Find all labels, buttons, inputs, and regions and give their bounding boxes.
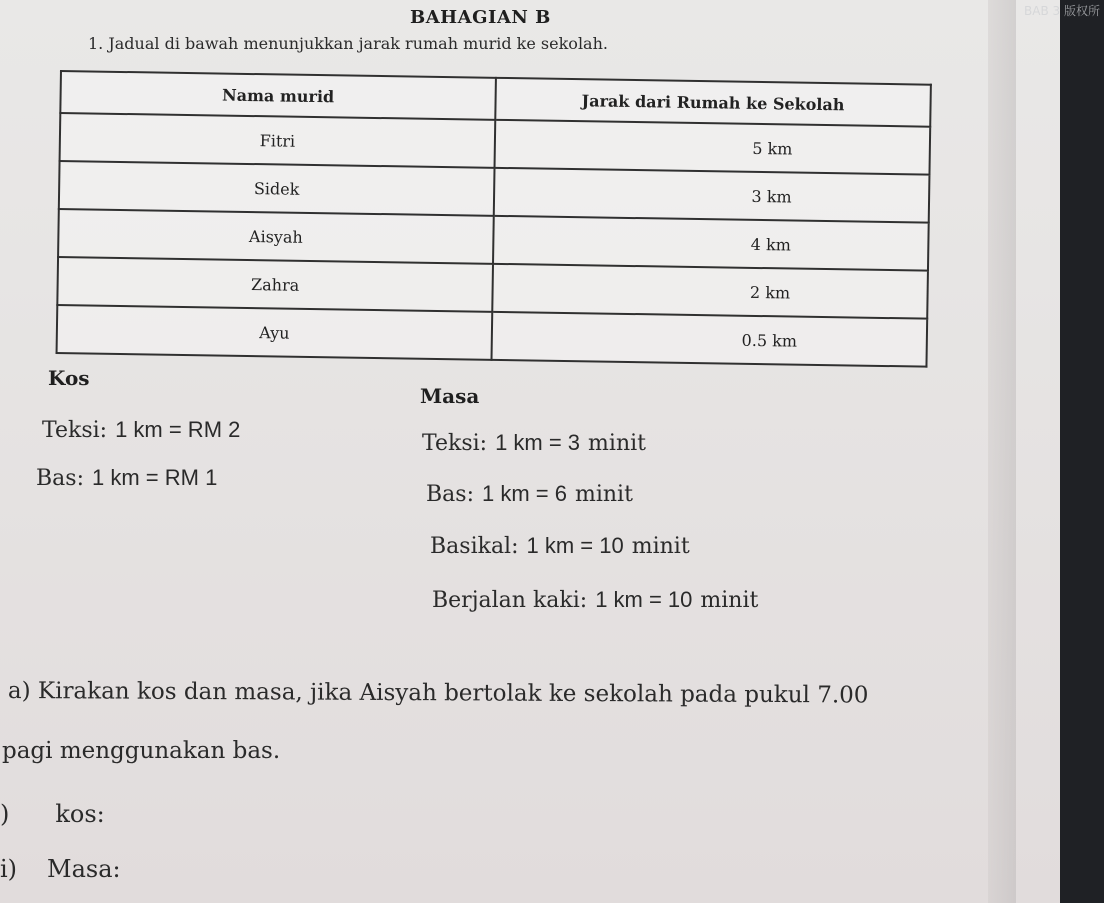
distance-table [56, 70, 932, 368]
sub-question-cost [0, 800, 105, 828]
time-rate-bus-mode: Bas: [426, 482, 474, 507]
time-rate-bicycle [430, 533, 690, 559]
time-rate-bicycle-value: 1 km = 10 [526, 533, 624, 558]
distance-table-wrapper [60, 70, 932, 354]
sub-question-time-marker: i) [0, 855, 18, 883]
sub-question-cost-label: kos: [55, 800, 105, 828]
corner-header-text: BAB 3 版权所 [1024, 4, 1100, 18]
cost-rate-taxi-mode: Teksi: [42, 418, 108, 443]
cost-rate-bus-value: 1 km = RM 1 [92, 465, 218, 490]
table-cell-distance: 0.5 km [492, 312, 928, 367]
time-rate-taxi [422, 430, 646, 456]
time-rate-bicycle-unit: minit [631, 534, 690, 559]
table-cell-name: Aisyah [58, 209, 494, 264]
time-heading: Masa [420, 384, 480, 408]
cost-rate-bus [36, 465, 217, 491]
table-cell-name: Zahra [57, 257, 493, 312]
table-cell-name: Fitri [60, 113, 496, 168]
sub-question-time-label: Masa: [47, 855, 121, 883]
cost-rate-taxi [42, 417, 240, 443]
time-rate-taxi-mode: Teksi: [422, 431, 488, 456]
time-rate-bus [426, 481, 633, 507]
question-intro: 1. Jadual di bawah menunjukkan jarak rumah murid ke sekolah. [88, 34, 608, 53]
cost-rate-taxi-value: 1 km = RM 2 [115, 417, 241, 442]
time-rate-walking-unit: minit [700, 588, 759, 613]
table-cell-distance: 2 km [492, 264, 928, 319]
sub-question-cost-marker: ) [0, 800, 10, 828]
time-rate-walking-value: 1 km = 10 [595, 587, 693, 612]
time-rate-taxi-unit: minit [588, 431, 646, 456]
table-cell-distance: 5 km [495, 120, 931, 175]
time-rate-bus-unit: minit [574, 482, 633, 507]
time-rate-walking-mode: Berjalan kaki: [432, 588, 588, 613]
table-cell-distance: 4 km [493, 216, 929, 271]
table-cell-distance: 3 km [494, 168, 930, 223]
time-rate-bus-value: 1 km = 6 [482, 481, 567, 506]
cost-heading: Kos [48, 366, 90, 390]
question-a-line1: a) Kirakan kos dan masa, jika Aisyah bertolak ke sekolah pada pukul 7.00 [7, 678, 869, 709]
cost-rate-bus-mode: Bas: [36, 466, 84, 491]
time-rate-walking [432, 587, 758, 613]
question-a-line2: pagi menggunakan bas. [2, 738, 281, 764]
time-rate-taxi-value: 1 km = 3 [495, 430, 581, 455]
time-rate-bicycle-mode: Basikal: [430, 534, 519, 559]
table-cell-name: Ayu [57, 305, 493, 360]
sub-question-time [0, 855, 121, 883]
table-header-name: Nama murid [60, 71, 496, 120]
table-cell-name: Sidek [59, 161, 495, 216]
table-header-distance: Jarak dari Rumah ke Sekolah [495, 78, 931, 127]
section-title: BAHAGIAN B [410, 7, 551, 28]
page-edge-shadow [988, 0, 1016, 903]
